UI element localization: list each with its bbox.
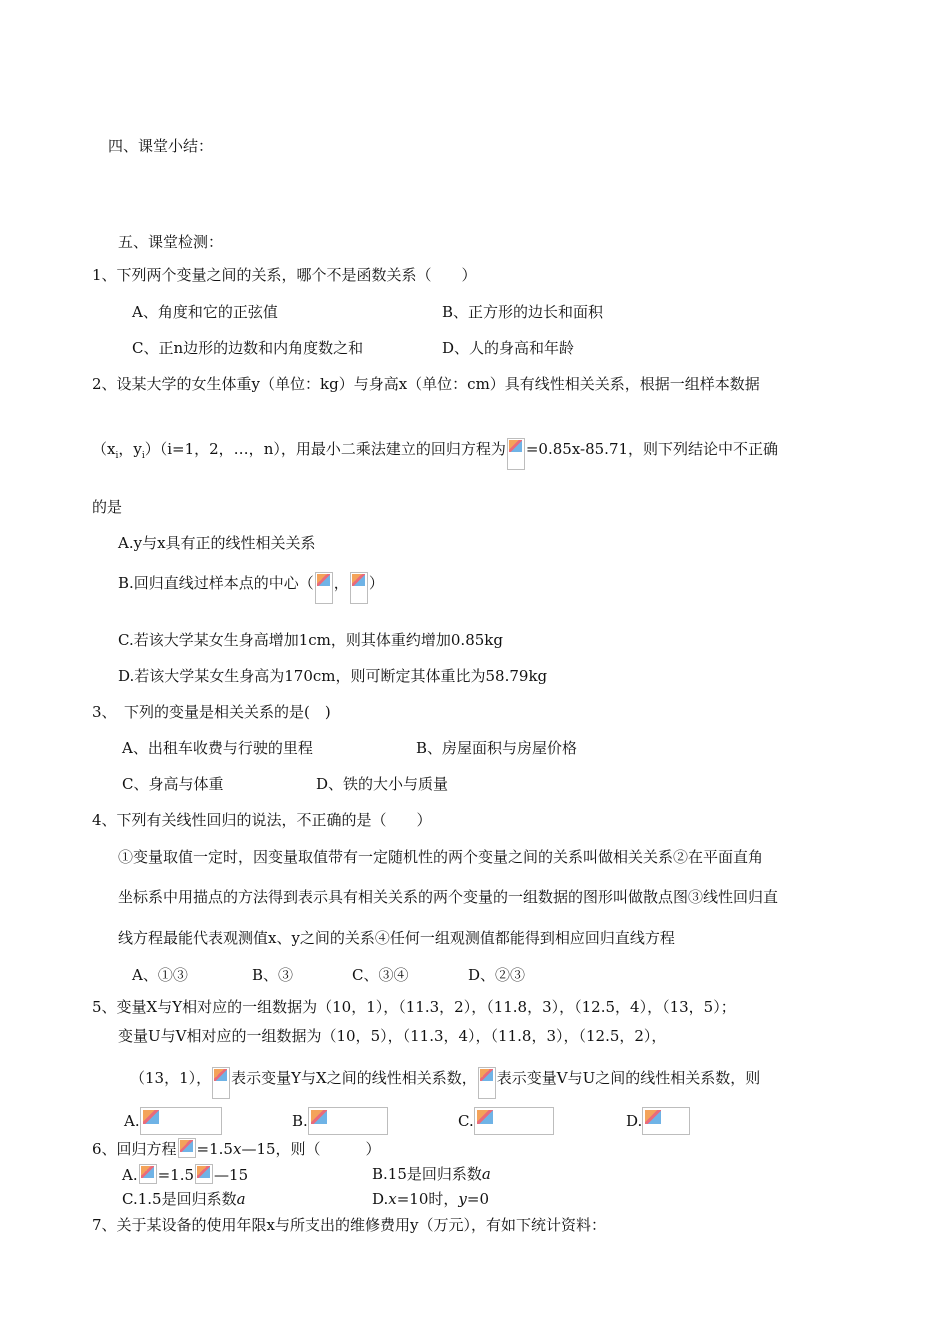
q5-option-c: C. [458,1107,554,1135]
x-hat-formula-image [195,1164,213,1184]
q2-option-d: D.若该大学某女生身高为170cm，则可断定其体重比为58.79kg [118,667,548,685]
q4-option-d: D、②③ [468,966,526,984]
q2-stem-line3: 的是 [92,498,123,516]
q2-option-b: B.回归直线过样本点的中心（ ， ） [118,572,384,604]
r1-formula-image [212,1067,230,1099]
q4-option-a: A、①③ [132,966,188,984]
q4-body-line2: 坐标系中用描点的方法得到表示具有相关关系的两个变量的一组数据的图形叫做散点图③线性回归直 [118,888,779,906]
q5-option-d: D. [626,1107,690,1135]
q5-line1: 5、变量X与Y相对应的一组数据为（10，1），（11.3，2），（11.8，3），（12.5，4），（13，5）； [92,998,736,1016]
q1-option-d: D、人的身高和年龄 [442,339,575,357]
q4-body-line3: 线方程最能代表观测值x、y之间的关系④任何一组观测值都能得到相应回归直线方程 [118,929,675,947]
q1-option-b: B、正方形的边长和面积 [442,303,604,321]
option-b-formula-image [308,1107,388,1135]
q5-line2: 变量U与V相对应的一组数据为（10，5），（11.3，4），（11.8，3），（12.5，2）， [118,1027,667,1045]
q2-option-a: A.y与x具有正的线性相关关系 [118,534,316,552]
q7-stem: 7、关于某设备的使用年限x与所支出的维修费用y（万元），有如下统计资料： [92,1216,606,1234]
q6-option-d: D.x=10时，y=0 [372,1190,489,1208]
q1-stem: 1、下列两个变量之间的关系，哪个不是函数关系（ ） [92,266,477,284]
option-a-formula-image [140,1107,222,1135]
y-hat-formula-image [139,1164,157,1184]
q2-option-c: C.若该大学某女生身高增加1cm，则其体重约增加0.85kg [118,631,503,649]
q4-stem: 4、下列有关线性回归的说法，不正确的是（ ） [92,811,432,829]
q1-option-a: A、角度和它的正弦值 [132,303,278,321]
x-bar-formula-image [315,572,333,604]
y-hat-formula-image [178,1138,196,1158]
q2-stem-line2: （$x_i$，$y_i)(i=1$，2，…，n），用最小二乘法建立的回归方程为 =0.85x-85.71，则下列结论中不正确 [92,438,778,470]
q3-option-a: A、出租车收费与行驶的里程 [122,739,313,757]
q4-option-b: B、③ [252,966,294,984]
q6-option-b: B.15是回归系数a [372,1165,491,1183]
y-hat-formula-image [507,438,525,470]
section-summary-heading: 四、课堂小结： [108,137,214,155]
option-d-formula-image [642,1107,690,1135]
q6-option-c: C.1.5是回归系数a [122,1190,246,1208]
q3-option-d: D、铁的大小与质量 [316,775,449,793]
q3-option-c: C、身高与体重 [122,775,224,793]
q2-stem-line1: 2、设某大学的女生体重y（单位：kg）与身高x（单位：cm）具有线性相关关系，根据一组样本数据 [92,375,760,393]
q5-line3: （13，1）， 表示变量Y与X之间的线性相关系数， 表示变量V与U之间的线性相关系数，则 [130,1067,760,1099]
section-check-heading: 五、课堂检测： [118,233,224,251]
q3-stem: 3、 下列的变量是相关关系的是( ) [92,703,331,721]
q4-body-line1: ①变量取值一定时，因变量取值带有一定随机性的两个变量之间的关系叫做相关关系②在平面直角 [118,848,764,866]
q6-stem: 6、回归方程 =1.5x—15，则（ ） [92,1140,381,1158]
option-c-formula-image [474,1107,554,1135]
q6-option-a: A. =1.5 —15 [122,1166,249,1184]
q4-option-c: C、③④ [352,966,409,984]
q5-option-a: A. [124,1107,222,1135]
q1-option-c: C、正n边形的边数和内角度数之和 [132,339,364,357]
y-bar-formula-image [350,572,368,604]
q3-option-b: B、房屋面积与房屋价格 [416,739,578,757]
r2-formula-image [478,1067,496,1099]
q5-option-b: B. [292,1107,388,1135]
